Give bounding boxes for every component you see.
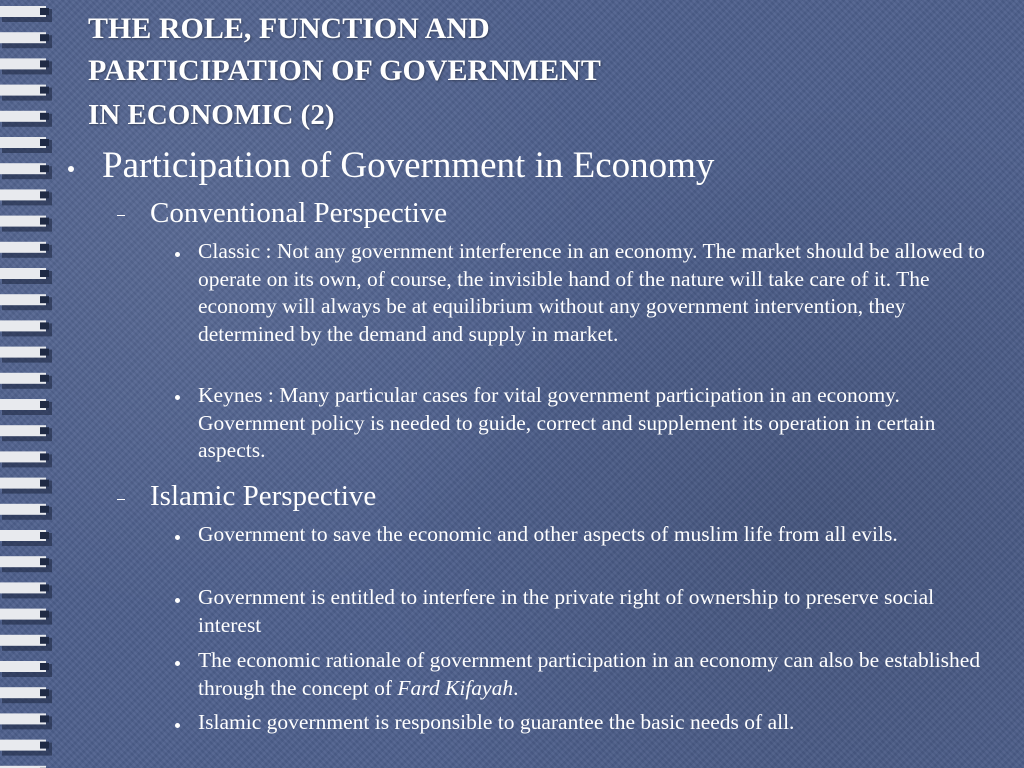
islamic-point-3-text: The economic rationale of government participation in an economy can also be established through the concept of — [198, 648, 981, 700]
bullet-icon — [175, 661, 180, 666]
bullet-icon — [175, 598, 180, 603]
keynes-point: Keynes : Many particular cases for vital government participation in an economy. Government policy is needed to guide, correct and supplement its operation in certain aspects. — [198, 383, 936, 462]
title-line-3: IN ECONOMIC (2) — [88, 99, 335, 131]
bullet-icon — [175, 535, 180, 540]
islamic-point-1: Government to save the economic and other aspects of muslim life from all evils. — [198, 522, 898, 546]
conventional-perspective-label: Conventional Perspective — [150, 197, 448, 229]
bullet-icon — [68, 166, 74, 172]
islamic-point-3 — [198, 647, 988, 702]
classic-point: Classic : Not any government interference in an economy. The market should be allowed to operate on its own, of course, the invisible hand of the nature will take care of it. The economy will always be at equilibrium without any government intervention, they determined by the demand and supply in market. — [198, 239, 985, 346]
dash-bullet-icon — [117, 499, 125, 500]
bullet-icon — [175, 723, 180, 728]
islamic-perspective-label: Islamic Perspective — [150, 480, 377, 512]
title-line-2: PARTICIPATION OF GOVERNMENT — [88, 54, 601, 87]
dash-bullet-icon — [117, 215, 125, 216]
fard-kifayah-term: Fard Kifayah — [397, 675, 514, 700]
bullet-icon — [175, 395, 180, 400]
main-heading: Participation of Government in Economy — [102, 145, 715, 186]
islamic-point-4: Islamic government is responsible to guarantee the basic needs of all. — [198, 710, 795, 734]
islamic-point-3-end: . — [513, 675, 519, 700]
bullet-icon — [175, 252, 180, 257]
islamic-point-2: Government is entitled to interfere in the private right of ownership to preserve social interest — [198, 585, 935, 637]
title-line-1: THE ROLE, FUNCTION AND — [88, 12, 490, 45]
